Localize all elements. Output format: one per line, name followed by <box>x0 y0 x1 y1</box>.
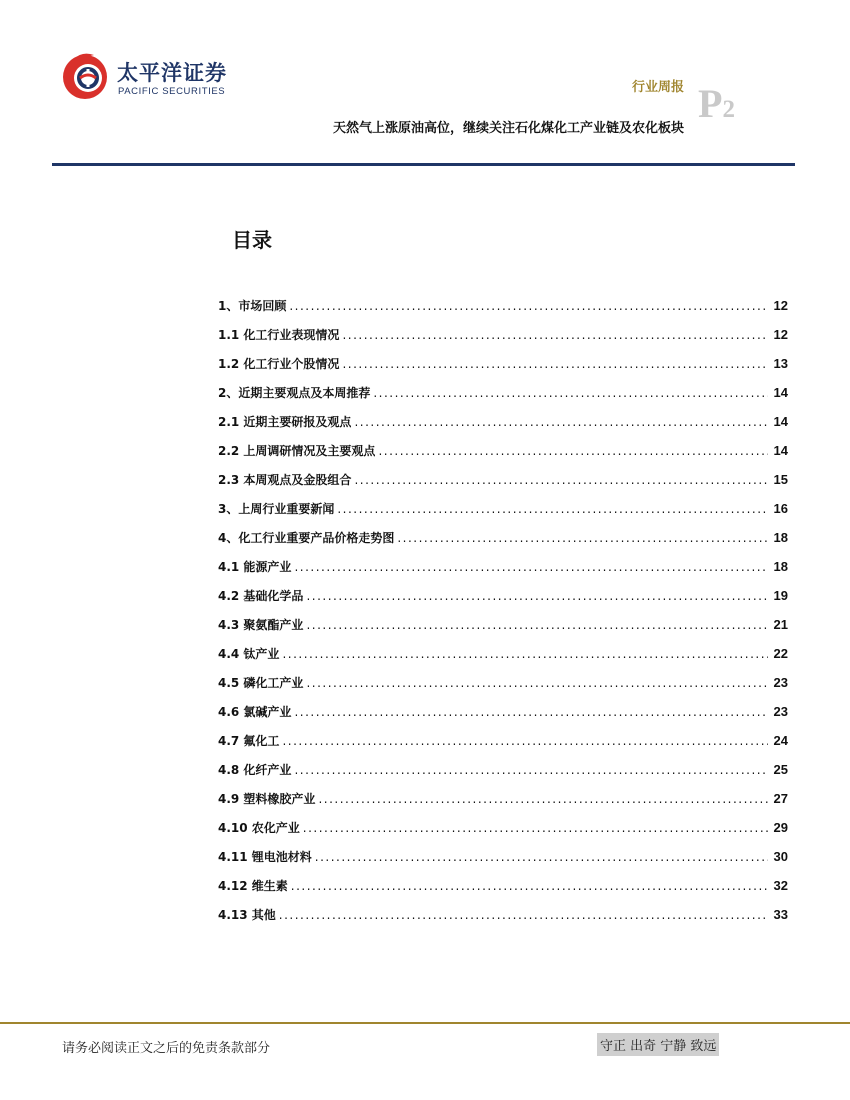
toc-entry[interactable] <box>218 326 788 355</box>
toc-entry-label: 4.7 氟化工 <box>218 734 280 748</box>
footer-slogan: 守正 出奇 宁静 致远 <box>597 1033 719 1056</box>
toc-entry-label: 1.1 化工行业表现情况 <box>218 328 340 342</box>
toc-leader-dots <box>354 473 767 487</box>
toc-leader-dots <box>291 879 768 893</box>
toc-entry[interactable] <box>218 355 788 384</box>
toc-leader-dots <box>294 705 767 719</box>
toc-entry-page: 32 <box>773 878 788 893</box>
toc-leader-dots <box>289 299 767 313</box>
toc-leader-dots <box>294 763 767 777</box>
toc-leader-dots <box>303 821 768 835</box>
toc-entry[interactable] <box>218 703 788 732</box>
toc-entry-label: 4.6 氯碱产业 <box>218 705 292 719</box>
toc-leader-dots <box>282 647 767 661</box>
toc-entry-page: 21 <box>773 617 788 632</box>
toc-entry-label: 4.12 维生素 <box>218 879 288 893</box>
toc-entry-label: 1、市场回顾 <box>218 299 287 313</box>
toc-entry[interactable] <box>218 558 788 587</box>
toc-entry[interactable] <box>218 297 788 326</box>
toc-entry[interactable] <box>218 616 788 645</box>
company-logo <box>60 45 260 105</box>
toc-entry-label: 4.4 钛产业 <box>218 647 280 661</box>
toc-entry[interactable] <box>218 384 788 413</box>
logo-name-en: PACIFIC SECURITIES <box>118 86 226 97</box>
toc-entry-page: 22 <box>773 646 788 661</box>
toc-entry-page: 27 <box>773 791 788 806</box>
toc-leader-dots <box>337 502 767 516</box>
table-of-contents <box>218 297 788 935</box>
toc-leader-dots <box>397 531 767 545</box>
toc-entry[interactable] <box>218 732 788 761</box>
toc-entry[interactable] <box>218 848 788 877</box>
toc-title: 目录 <box>232 228 272 252</box>
toc-entry-label: 4.3 聚氨酯产业 <box>218 618 304 632</box>
footer-divider <box>0 1022 850 1024</box>
toc-entry[interactable] <box>218 906 788 935</box>
toc-entry-label: 4.13 其他 <box>218 908 276 922</box>
report-headline: 天然气上涨原油高位，继续关注石化煤化工产业链及农化板块 <box>332 121 684 136</box>
toc-entry-label: 3、上周行业重要新闻 <box>218 502 335 516</box>
toc-entry-page: 33 <box>773 907 788 922</box>
toc-leader-dots <box>282 734 767 748</box>
toc-entry-label: 4.1 能源产业 <box>218 560 292 574</box>
page-marker <box>698 81 735 126</box>
toc-leader-dots <box>342 357 767 371</box>
toc-leader-dots <box>315 850 768 864</box>
toc-entry-page: 23 <box>773 675 788 690</box>
toc-entry[interactable] <box>218 819 788 848</box>
toc-leader-dots <box>373 386 767 400</box>
pacific-securities-logo-icon <box>60 45 110 105</box>
toc-entry-page: 13 <box>773 356 788 371</box>
page-marker-number: 2 <box>722 96 735 123</box>
report-type: 行业周报 <box>631 80 684 95</box>
toc-entry[interactable] <box>218 442 788 471</box>
toc-entry[interactable] <box>218 674 788 703</box>
toc-leader-dots <box>306 618 767 632</box>
toc-entry-label: 1.2 化工行业个股情况 <box>218 357 340 371</box>
toc-entry-page: 18 <box>773 530 788 545</box>
toc-entry[interactable] <box>218 790 788 819</box>
toc-leader-dots <box>354 415 767 429</box>
toc-entry-label: 2、近期主要观点及本周推荐 <box>218 386 371 400</box>
toc-leader-dots <box>306 589 767 603</box>
toc-entry-label: 4.5 磷化工产业 <box>218 676 304 690</box>
toc-entry-label: 2.2 上周调研情况及主要观点 <box>218 444 376 458</box>
toc-entry-page: 29 <box>773 820 788 835</box>
toc-entry-label: 4.8 化纤产业 <box>218 763 292 777</box>
toc-entry-label: 4、化工行业重要产品价格走势图 <box>218 531 395 545</box>
toc-leader-dots <box>294 560 767 574</box>
toc-entry-page: 14 <box>773 443 788 458</box>
toc-entry-label: 4.11 锂电池材料 <box>218 850 312 864</box>
toc-entry-page: 16 <box>773 501 788 516</box>
page-marker-letter: P <box>698 81 723 126</box>
toc-entry-page: 12 <box>773 327 788 342</box>
toc-entry-page: 25 <box>773 762 788 777</box>
toc-entry-label: 4.10 农化产业 <box>218 821 300 835</box>
toc-entry[interactable] <box>218 761 788 790</box>
toc-entry-label: 4.2 基础化学品 <box>218 589 304 603</box>
toc-entry[interactable] <box>218 587 788 616</box>
toc-entry-page: 24 <box>773 733 788 748</box>
header-divider <box>52 163 795 166</box>
toc-entry-label: 2.1 近期主要研报及观点 <box>218 415 352 429</box>
toc-leader-dots <box>318 792 767 806</box>
toc-entry-page: 14 <box>773 414 788 429</box>
toc-entry-label: 4.9 塑料橡胶产业 <box>218 792 316 806</box>
toc-entry[interactable] <box>218 645 788 674</box>
toc-entry[interactable] <box>218 471 788 500</box>
toc-entry-page: 30 <box>773 849 788 864</box>
toc-entry-page: 15 <box>773 472 788 487</box>
toc-entry[interactable] <box>218 877 788 906</box>
toc-entry[interactable] <box>218 529 788 558</box>
toc-entry[interactable] <box>218 413 788 442</box>
toc-leader-dots <box>306 676 767 690</box>
toc-entry-page: 19 <box>773 588 788 603</box>
footer-disclaimer: 请务必阅读正文之后的免责条款部分 <box>62 1041 271 1056</box>
toc-leader-dots <box>378 444 767 458</box>
logo-name-cn: 太平洋证券 <box>117 61 227 85</box>
toc-entry-page: 12 <box>773 298 788 313</box>
toc-entry-page: 23 <box>773 704 788 719</box>
toc-leader-dots <box>342 328 767 342</box>
toc-entry-label: 2.3 本周观点及金股组合 <box>218 473 352 487</box>
toc-leader-dots <box>279 908 768 922</box>
toc-entry-page: 18 <box>773 559 788 574</box>
toc-entry-page: 14 <box>773 385 788 400</box>
toc-entry[interactable] <box>218 500 788 529</box>
